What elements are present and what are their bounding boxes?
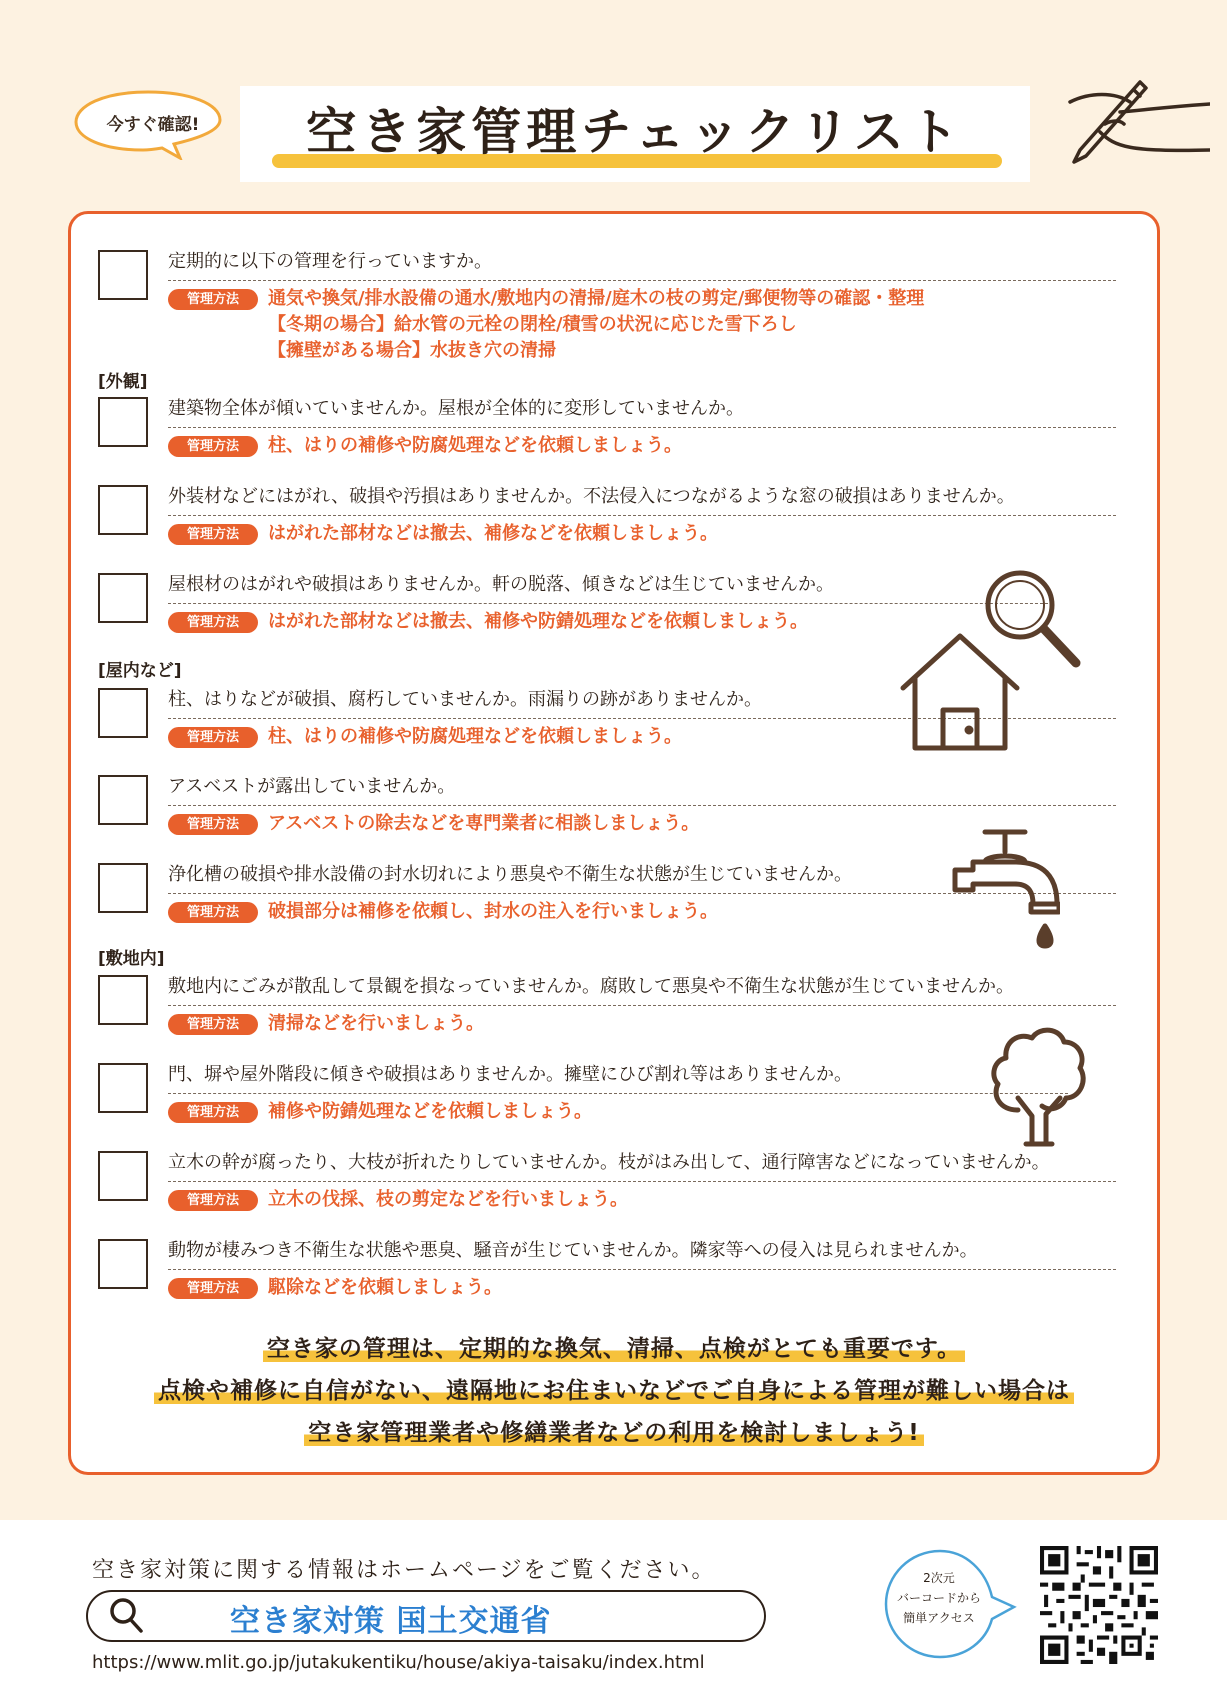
checkbox[interactable] [98, 1239, 148, 1289]
check-question: 屋根材のはがれや破損はありませんか。軒の脱落、傾きなどは生じていませんか。 [168, 574, 834, 595]
message-line [68, 1372, 1160, 1405]
homepage-url[interactable]: https://www.mlit.go.jp/jutakukentiku/house/akiya-taisaku/index.html [92, 1652, 705, 1673]
method-answer: はがれた部材などは撤去、補修などを依頼しましょう。 [268, 523, 718, 544]
checkbox[interactable] [98, 775, 148, 825]
method-answer-line: 通気や換気/排水設備の通水/敷地内の清掃/庭木の枝の剪定/郵便物等の確認・整理 [268, 288, 925, 309]
page-title: 空き家管理チェックリスト [306, 103, 964, 161]
check-question: 外装材などにはがれ、破損や汚損はありませんか。不法侵入につながるような窓の破損はありませんか。 [168, 486, 1015, 507]
method-badge: 管理方法 [168, 727, 258, 748]
section-heading-interior: [屋内など] [98, 661, 182, 681]
tree-icon [988, 1022, 1088, 1147]
method-answer: 柱、はりの補修や防腐処理などを依頼しましょう。 [268, 726, 682, 747]
check-question: 敷地内にごみが散乱して景観を損なっていませんか。腐敗して悪臭や不衛生な状態が生じていませんか。 [168, 976, 1014, 997]
dashed-divider [168, 805, 1116, 806]
method-badge: 管理方法 [168, 1102, 258, 1123]
checkbox[interactable] [98, 250, 148, 300]
faucet-icon [945, 826, 1060, 951]
check-question: 浄化槽の破損や排水設備の封水切れにより悪臭や不衛生な状態が生じていませんか。 [168, 864, 852, 885]
footer-lead-text: 空き家対策に関する情報はホームページをご覧ください。 [92, 1558, 716, 1583]
section-heading-grounds: [敷地内] [98, 949, 165, 969]
message-text: 点検や補修に自信がない、遠隔地にお住まいなどでご自身による管理が難しい場合は [154, 1378, 1074, 1404]
message-text: 空き家の管理は、定期的な換気、清掃、点検がとても重要です。 [263, 1336, 965, 1362]
section-heading-exterior: [外観] [98, 372, 148, 392]
method-answer: 柱、はりの補修や防腐処理などを依頼しましょう。 [268, 435, 682, 456]
dashed-divider [168, 603, 1048, 604]
dashed-divider [168, 427, 1116, 428]
method-answer: 駆除などを依頼しましょう。 [268, 1277, 502, 1298]
dashed-divider [168, 1181, 1116, 1182]
message-line [68, 1330, 1160, 1363]
method-answer: はがれた部材などは撤去、補修や防錆処理などを依頼しましょう。 [268, 611, 808, 632]
message-line [68, 1414, 1160, 1447]
dashed-divider [168, 1269, 1116, 1270]
method-badge: 管理方法 [168, 902, 258, 923]
check-question: 定期的に以下の管理を行っていますか。 [168, 251, 492, 272]
method-answer-line: 【冬期の場合】給水管の元栓の閉栓/積雪の状況に応じた雪下ろし [268, 314, 797, 335]
checkbox[interactable] [98, 573, 148, 623]
method-badge: 管理方法 [168, 1278, 258, 1299]
house-icon [895, 630, 1025, 755]
qr-bubble-line: 2次元 [923, 1571, 955, 1585]
check-question: 立木の幹が腐ったり、大枝が折れたりしていませんか。枝がはみ出して、通行障害などになっていませんか。 [168, 1152, 1050, 1173]
check-question: 動物が棲みつき不衛生な状態や悪臭、騒音が生じていませんか。隣家等への侵入は見られませんか。 [168, 1240, 978, 1261]
checkbox[interactable] [98, 397, 148, 447]
method-answer-line: 【擁壁がある場合】水抜き穴の清掃 [268, 340, 556, 361]
pencil-hand-icon [1060, 62, 1210, 172]
method-answer: 立木の伐採、枝の剪定などを行いましょう。 [268, 1189, 628, 1210]
dashed-divider [168, 280, 1116, 281]
qr-bubble-text [880, 1568, 998, 1628]
dashed-divider [168, 1093, 1068, 1094]
bubble-label: 今すぐ確認! [106, 115, 200, 135]
qr-code-icon[interactable] [1040, 1546, 1158, 1664]
qr-bubble-line: バーコードから [896, 1591, 981, 1605]
checkbox[interactable] [98, 975, 148, 1025]
method-badge: 管理方法 [168, 1014, 258, 1035]
check-question: アスベストが露出していませんか。 [168, 776, 456, 797]
method-badge: 管理方法 [168, 436, 258, 457]
checkbox[interactable] [98, 1063, 148, 1113]
checkbox[interactable] [98, 688, 148, 738]
method-answer: 破損部分は補修を依頼し、封水の注入を行いましょう。 [268, 901, 718, 922]
checkbox[interactable] [98, 485, 148, 535]
method-badge: 管理方法 [168, 524, 258, 545]
check-question: 建築物全体が傾いていませんか。屋根が全体的に変形していませんか。 [168, 398, 744, 419]
check-question: 柱、はりなどが破損、腐朽していませんか。雨漏りの跡がありませんか。 [168, 689, 762, 710]
dashed-divider [168, 1005, 1116, 1006]
method-badge: 管理方法 [168, 612, 258, 633]
checkbox[interactable] [98, 1151, 148, 1201]
method-answer: 清掃などを行いましょう。 [268, 1013, 484, 1034]
message-text: 空き家管理業者や修繕業者などの利用を検討しましょう! [304, 1420, 924, 1446]
method-answer: アスベストの除去などを専門業者に相談しましょう。 [268, 813, 700, 834]
check-question: 門、塀や屋外階段に傾きや破損はありませんか。擁壁にひび割れ等はありませんか。 [168, 1064, 852, 1085]
method-badge: 管理方法 [168, 1190, 258, 1211]
method-badge: 管理方法 [168, 289, 258, 310]
dashed-divider [168, 515, 1116, 516]
search-query: 空き家対策 国土交通省 [230, 1604, 552, 1639]
method-answer: 補修や防錆処理などを依頼しましょう。 [268, 1101, 592, 1122]
search-icon [108, 1596, 144, 1634]
checkbox[interactable] [98, 863, 148, 913]
method-badge: 管理方法 [168, 814, 258, 835]
qr-bubble-line: 簡単アクセス [903, 1611, 975, 1625]
